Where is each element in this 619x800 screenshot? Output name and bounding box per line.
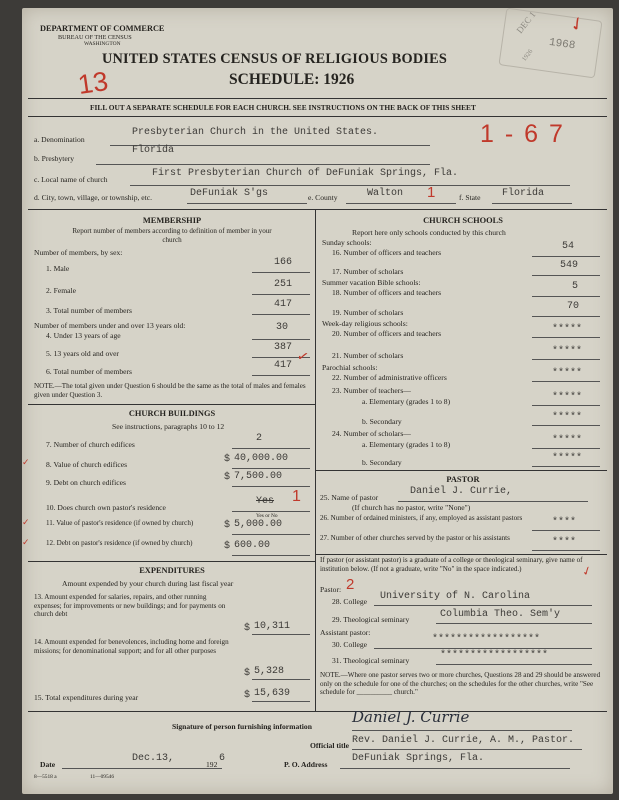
total-members-6-label: 6. Total number of members	[46, 367, 133, 376]
local-name-line	[130, 185, 570, 186]
q24b-line	[532, 466, 600, 467]
q24a-value: *****	[552, 435, 583, 446]
expenditures-sub: Amount expended by your church during last fiscal year	[62, 579, 234, 588]
official-title-line	[352, 749, 582, 750]
presbytery-value: Florida	[132, 145, 175, 156]
official-title-value: Rev. Daniel J. Currie, A. M., Pastor.	[352, 735, 575, 746]
owns-residence-label: 10. Does church own pastor's residence	[46, 503, 166, 512]
owns-residence-value: Yes	[256, 496, 275, 507]
q30-label: 30. College	[332, 640, 368, 649]
edifices-label: 7. Number of church edifices	[46, 440, 135, 449]
q24b-value: *****	[552, 453, 583, 464]
red-check-mark-icon: ✓	[579, 562, 595, 580]
county-line	[346, 203, 456, 204]
city-field-label: d. City, town, village, or township, etc.	[34, 193, 153, 202]
membership-intro: Report number of members according to definition of member in your church	[72, 227, 272, 244]
form-title: UNITED STATES CENSUS OF RELIGIOUS BODIES	[102, 51, 448, 67]
over-13-label: 5. 13 years old and over	[46, 349, 119, 358]
stamp-number: 1968	[548, 36, 576, 53]
bureau-label: BUREAU OF THE CENSUS	[58, 34, 132, 41]
q14-line	[252, 679, 310, 680]
graduate-note: If pastor (or assistant pastor) is a graduate of a college or theological seminary, give name of institution below. (If not a graduate, write "No" in the space indicated.)	[320, 556, 583, 573]
po-address-value: DeFuniak Springs, Fla.	[352, 753, 485, 764]
handwritten-code: 1 - 6 7	[480, 120, 565, 148]
q31-line	[436, 664, 592, 665]
dollar-sign: $	[224, 454, 231, 465]
under-13-line	[252, 339, 310, 340]
separate-schedule-instruction: FILL OUT A SEPARATE SCHEDULE FOR EACH CHURCH. SEE INSTRUCTIONS ON THE BACK OF THIS SHEET	[90, 103, 476, 112]
residence-debt-value: 600.00	[234, 540, 271, 551]
q28-label: 28. College	[332, 597, 368, 606]
residence-value-value: 5,000.00	[234, 519, 283, 530]
stamp-month: DEC 1	[514, 9, 538, 36]
red-check-mark-icon: ✓	[565, 11, 589, 37]
signature-label: Signature of person furnishing information	[172, 722, 312, 731]
handwritten-number: 13	[75, 66, 110, 100]
edifice-debt-label: 9. Debt on church edifices	[46, 478, 126, 487]
q16-line	[532, 256, 600, 257]
signature-line	[352, 730, 572, 731]
print-number: 11—09546	[90, 774, 115, 780]
q23a-label: a. Elementary (grades 1 to 8)	[362, 397, 451, 406]
state-line	[492, 203, 572, 204]
q19-line	[532, 316, 600, 317]
q15-label: 15. Total expenditures during year	[34, 693, 139, 702]
female-line	[252, 294, 310, 295]
form-number: 8—5518 a	[34, 774, 57, 780]
census-schedule-page	[22, 8, 613, 794]
rule-1	[28, 98, 607, 99]
q22-label: 22. Number of administrative officers	[332, 373, 447, 382]
handwritten-mark: 1	[427, 184, 436, 201]
dollar-sign: $	[224, 472, 231, 483]
dollar-sign: $	[244, 690, 251, 701]
received-stamp	[498, 8, 602, 78]
q19-value: 70	[567, 301, 580, 312]
dollar-sign: $	[224, 541, 231, 552]
edifice-debt-line	[232, 486, 310, 487]
dollar-sign: $	[244, 668, 251, 679]
q17-value: 549	[560, 260, 579, 271]
q28-line	[374, 605, 592, 606]
buildings-sub: See instructions, paragraphs 10 to 12	[112, 422, 225, 431]
yes-no-hint: Yes or No	[256, 513, 278, 519]
q24a-line	[532, 448, 600, 449]
total-members-3-label: 3. Total number of members	[46, 306, 133, 315]
presbytery-line	[96, 164, 430, 165]
total-members-3-value: 417	[274, 299, 293, 310]
signature-value: Daniel J. Currie	[352, 708, 470, 726]
q26-label: 26. Number of ordained ministers, if any, employed as assistant pastors	[320, 514, 523, 522]
total-members-6-line	[252, 375, 310, 376]
summer-schools-label: Summer vacation Bible schools:	[322, 278, 421, 287]
pastor-sub-label: Pastor:	[320, 585, 342, 594]
q24-label: 24. Number of scholars—	[332, 429, 411, 438]
sunday-schools-label: Sunday schools:	[322, 238, 372, 247]
q17-line	[532, 275, 600, 276]
under-13-value: 30	[276, 322, 289, 333]
denomination-value: Presbyterian Church in the United States.	[132, 127, 379, 138]
q16-label: 16. Number of officers and teachers	[332, 248, 442, 257]
q30-value: ******************	[432, 634, 541, 645]
q25-label: 25. Name of pastor	[320, 493, 379, 502]
q23b-line	[532, 425, 600, 426]
q22-value: *****	[552, 368, 583, 379]
q14-label: 14. Amount expended for benevolences, including home and foreign missions; for denominational support; and for all other purposes	[34, 638, 229, 655]
weekday-schools-label: Week-day religious schools:	[322, 319, 408, 328]
column-divider	[315, 209, 316, 711]
red-tick-mark-icon: ✓	[22, 517, 30, 527]
official-title-label: Official title	[310, 741, 350, 750]
q24b-label: b. Secondary	[362, 458, 402, 467]
edifice-debt-value: 7,500.00	[234, 471, 283, 482]
department-label: DEPARTMENT OF COMMERCE	[40, 24, 165, 33]
residence-value-label: 11. Value of pastor's residence (if owned by church)	[46, 519, 194, 527]
total-members-3-line	[252, 314, 310, 315]
residence-debt-line	[232, 555, 310, 556]
pastor-note: NOTE.—Where one pastor serves two or more churches, Questions 28 and 29 should be answered only on the schedule for one of the churches; on the schedules for the other churches, write "See schedule for __________ church."	[320, 671, 601, 697]
male-line	[252, 272, 310, 273]
rule-3	[28, 209, 607, 210]
local-name-label: c. Local name of church	[34, 175, 108, 184]
rule-pastor-mid	[315, 554, 607, 555]
q29-value: Columbia Theo. Sem'y	[440, 609, 561, 620]
county-value: Walton	[367, 188, 404, 199]
rule-schools-end	[315, 470, 607, 471]
q25-line	[398, 501, 588, 502]
q18-value: 5	[572, 281, 579, 292]
q27-line	[532, 550, 600, 551]
q21-value: *****	[552, 346, 583, 357]
pastor-name-value: Daniel J. Currie,	[410, 486, 513, 497]
stamp-year: 1926	[520, 48, 535, 63]
q21-line	[532, 359, 600, 360]
edifice-value-line	[232, 468, 310, 469]
edifice-value-value: 40,000.00	[234, 453, 289, 464]
q23a-line	[532, 405, 600, 406]
expenditures-title: EXPENDITURES	[139, 566, 205, 575]
q23b-label: b. Secondary	[362, 417, 402, 426]
rule-buildings-end	[28, 561, 315, 562]
residence-value-line	[232, 534, 310, 535]
po-address-line	[340, 768, 570, 769]
red-tick-mark-icon: ✓	[22, 537, 30, 547]
q23a-value: *****	[552, 392, 583, 403]
red-check-mark-icon: ✓	[295, 346, 311, 366]
q30-line	[374, 648, 592, 649]
q26-value: ****	[552, 517, 577, 528]
q15-value: 15,639	[254, 688, 291, 699]
edifice-value-label: 8. Value of church edifices	[46, 460, 128, 469]
q18-label: 18. Number of officers and teachers	[332, 288, 442, 297]
q20-value: *****	[552, 324, 583, 335]
total-members-6-value: 417	[274, 360, 293, 371]
dollar-sign: $	[244, 623, 251, 634]
presbytery-label: b. Presbytery	[34, 154, 75, 163]
date-line	[62, 768, 222, 769]
q27-label: 27. Number of other churches served by the pastor or his assistants	[320, 534, 510, 542]
q16-value: 54	[562, 241, 575, 252]
denomination-label: a. Denomination	[34, 135, 85, 144]
q23-label: 23. Number of teachers—	[332, 386, 411, 395]
membership-note: NOTE.—The total given under Question 6 should be the same as the total of males and females given under Question 3.	[34, 382, 306, 399]
q29-line	[436, 623, 592, 624]
q20-line	[532, 337, 600, 338]
over-13-value: 387	[274, 342, 293, 353]
q13-label: 13. Amount expended for salaries, repairs, and other running expenses; for improvements or new buildings; and for payments on church debt	[34, 593, 226, 619]
q27-value: ****	[552, 537, 577, 548]
dollar-sign: $	[224, 520, 231, 531]
female-label: 2. Female	[46, 286, 76, 295]
schools-intro: Report here only schools conducted by this church	[352, 228, 506, 237]
local-name-value: First Presbyterian Church of DeFuniak Springs, Fla.	[152, 168, 459, 179]
edifices-line	[232, 448, 310, 449]
edifices-value: 2	[256, 433, 263, 444]
rule-main-end	[28, 711, 607, 712]
assistant-pastor-label: Assistant pastor:	[320, 628, 371, 637]
residence-debt-label: 12. Debt on pastor's residence (if owned by church)	[46, 539, 193, 547]
members-by-sex-label: Number of members, by sex:	[34, 248, 123, 257]
q31-value: ******************	[440, 650, 549, 661]
q13-value: 10,311	[254, 621, 291, 632]
age-intro-label: Number of members under and over 13 years old:	[34, 321, 186, 330]
city-label: WASHINGTON	[84, 41, 121, 47]
year-prefix: 192	[206, 760, 218, 769]
handwritten-mark: 2	[346, 576, 355, 593]
q22-line	[532, 381, 600, 382]
red-tick-mark-icon: ✓	[22, 457, 30, 467]
q31-label: 31. Theological seminary	[332, 656, 410, 665]
q28-value: University of N. Carolina	[380, 591, 531, 602]
state-label: f. State	[459, 193, 481, 202]
q18-line	[532, 296, 600, 297]
q17-label: 17. Number of scholars	[332, 267, 404, 276]
pastor-title: PASTOR	[446, 475, 480, 484]
year-suffix: 6	[219, 753, 226, 764]
county-label: e. County	[308, 193, 338, 202]
q20-label: 20. Number of officers and teachers	[332, 329, 442, 338]
q14-value: 5,328	[254, 666, 285, 677]
under-13-label: 4. Under 13 years of age	[46, 331, 121, 340]
female-value: 251	[274, 279, 293, 290]
q24a-label: a. Elementary (grades 1 to 8)	[362, 440, 451, 449]
q26-line	[532, 530, 600, 531]
membership-title: MEMBERSHIP	[142, 216, 202, 225]
city-line	[187, 203, 307, 204]
schedule-title: SCHEDULE: 1926	[229, 71, 355, 88]
rule-2	[28, 116, 607, 117]
q25-note: (If church has no pastor, write "None")	[352, 503, 471, 512]
owns-residence-line	[232, 511, 310, 512]
handwritten-mark: 1	[292, 488, 301, 505]
q15-line	[252, 701, 310, 702]
parochial-schools-label: Parochial schools:	[322, 363, 378, 372]
q29-label: 29. Theological seminary	[332, 615, 410, 624]
male-value: 166	[274, 257, 293, 268]
q19-label: 19. Number of scholars	[332, 308, 404, 317]
state-value: Florida	[502, 188, 545, 199]
rule-membership-end	[28, 404, 315, 405]
q23b-value: *****	[552, 412, 583, 423]
po-address-label: P. O. Address	[284, 760, 328, 769]
city-value: DeFuniak S'gs	[190, 188, 269, 199]
date-value: Dec.13,	[132, 753, 175, 764]
buildings-title: CHURCH BUILDINGS	[128, 409, 216, 418]
male-label: 1. Male	[46, 264, 70, 273]
q13-line	[252, 634, 310, 635]
schools-title: CHURCH SCHOOLS	[423, 216, 503, 225]
date-label: Date	[40, 760, 56, 769]
q21-label: 21. Number of scholars	[332, 351, 404, 360]
